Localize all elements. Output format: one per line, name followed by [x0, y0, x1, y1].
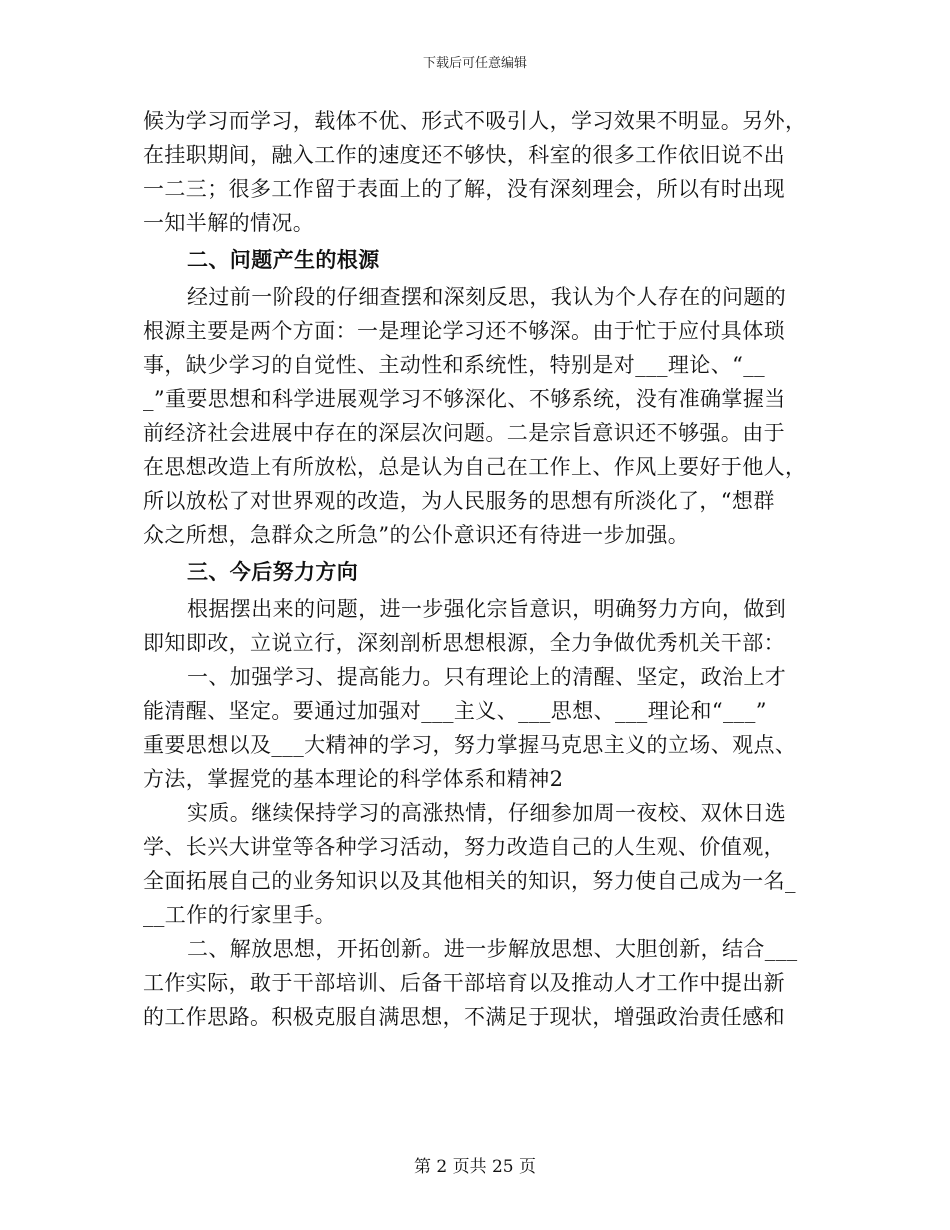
- text-line: 在思想改造上有所放松，总是认为自己在工作上、作风上要好于他人，: [143, 455, 807, 479]
- text-line: 实质。继续保持学习的高涨热情，仔细参加周一夜校、双休日选: [187, 801, 787, 825]
- text-line: 前经济社会进展中存在的深层次问题。二是宗旨意识还不够强。由于: [143, 421, 785, 445]
- text-line: __工作的行家里手。: [143, 903, 336, 927]
- text-line: 经过前一阶段的仔细查摆和深刻反思，我认为个人存在的问题的: [187, 285, 787, 309]
- text-line: 方法，掌握党的基本理论的科学体系和精神2: [143, 767, 564, 791]
- text-line: 重要思想以及___大精神的学习，努力掌握马克思主义的立场、观点、: [143, 733, 797, 757]
- text-line: 根据摆出来的问题，进一步强化宗旨意识，明确努力方向，做到: [187, 597, 787, 621]
- text-line: 所以放松了对世界观的改造，为人民服务的思想有所淡化了，“想群: [143, 489, 775, 513]
- text-line: 工作实际，敢于干部培训、后备干部培育以及推动人才工作中提出新: [143, 971, 785, 995]
- text-line: 一、加强学习、提高能力。只有理论上的清醒、坚定，政治上才: [187, 665, 787, 689]
- text-line: 根源主要是两个方面：一是理论学习还不够深。由于忙于应付具体琐: [143, 319, 785, 343]
- text-line: _”重要思想和科学进展观学习不够深化、不够系统，没有准确掌握当: [143, 387, 786, 411]
- document-body: [143, 104, 811, 1034]
- text-line: 的工作思路。积极克服自满思想，不满足于现状，增强政治责任感和: [143, 1005, 785, 1029]
- text-line: 一二三；很多工作留于表面上的了解，没有深刻理会，所以有时出现: [143, 177, 785, 201]
- page-header: 下载后可任意编辑: [422, 56, 527, 71]
- text-line: 即知即改，立说立行，深刻剖析思想根源，全力争做优秀机关干部：: [143, 631, 785, 655]
- section-heading: 二、问题产生的根源: [187, 247, 380, 272]
- text-line: 全面拓展自己的业务知识以及其他相关的知识，努力使自己成为一名_: [143, 869, 796, 893]
- text-line: 一知半解的情况。: [143, 211, 315, 235]
- text-line: 能清醒、坚定。要通过加强对___主义、___思想、___理论和“___”: [143, 699, 767, 723]
- text-line: 学、长兴大讲堂等各种学习活动，努力改造自己的人生观、价值观，: [143, 835, 785, 859]
- text-line: 众之所想，急群众之所急”的公仆意识还有待进一步加强。: [143, 523, 690, 547]
- section-heading: 三、今后努力方向: [187, 559, 359, 584]
- text-line: 事，缺少学习的自觉性、主动性和系统性，特别是对___理论、“__: [143, 353, 766, 377]
- text-line: 二、解放思想，开拓创新。进一步解放思想、大胆创新，结合___: [187, 937, 798, 961]
- text-line: 候为学习而学习，载体不优、形式不吸引人，学习效果不明显。另外，: [143, 109, 807, 133]
- text-line: 在挂职期间，融入工作的速度还不够快，科室的很多工作依旧说不出: [143, 143, 785, 167]
- page-footer: 第 2 页共 25 页: [413, 1157, 537, 1177]
